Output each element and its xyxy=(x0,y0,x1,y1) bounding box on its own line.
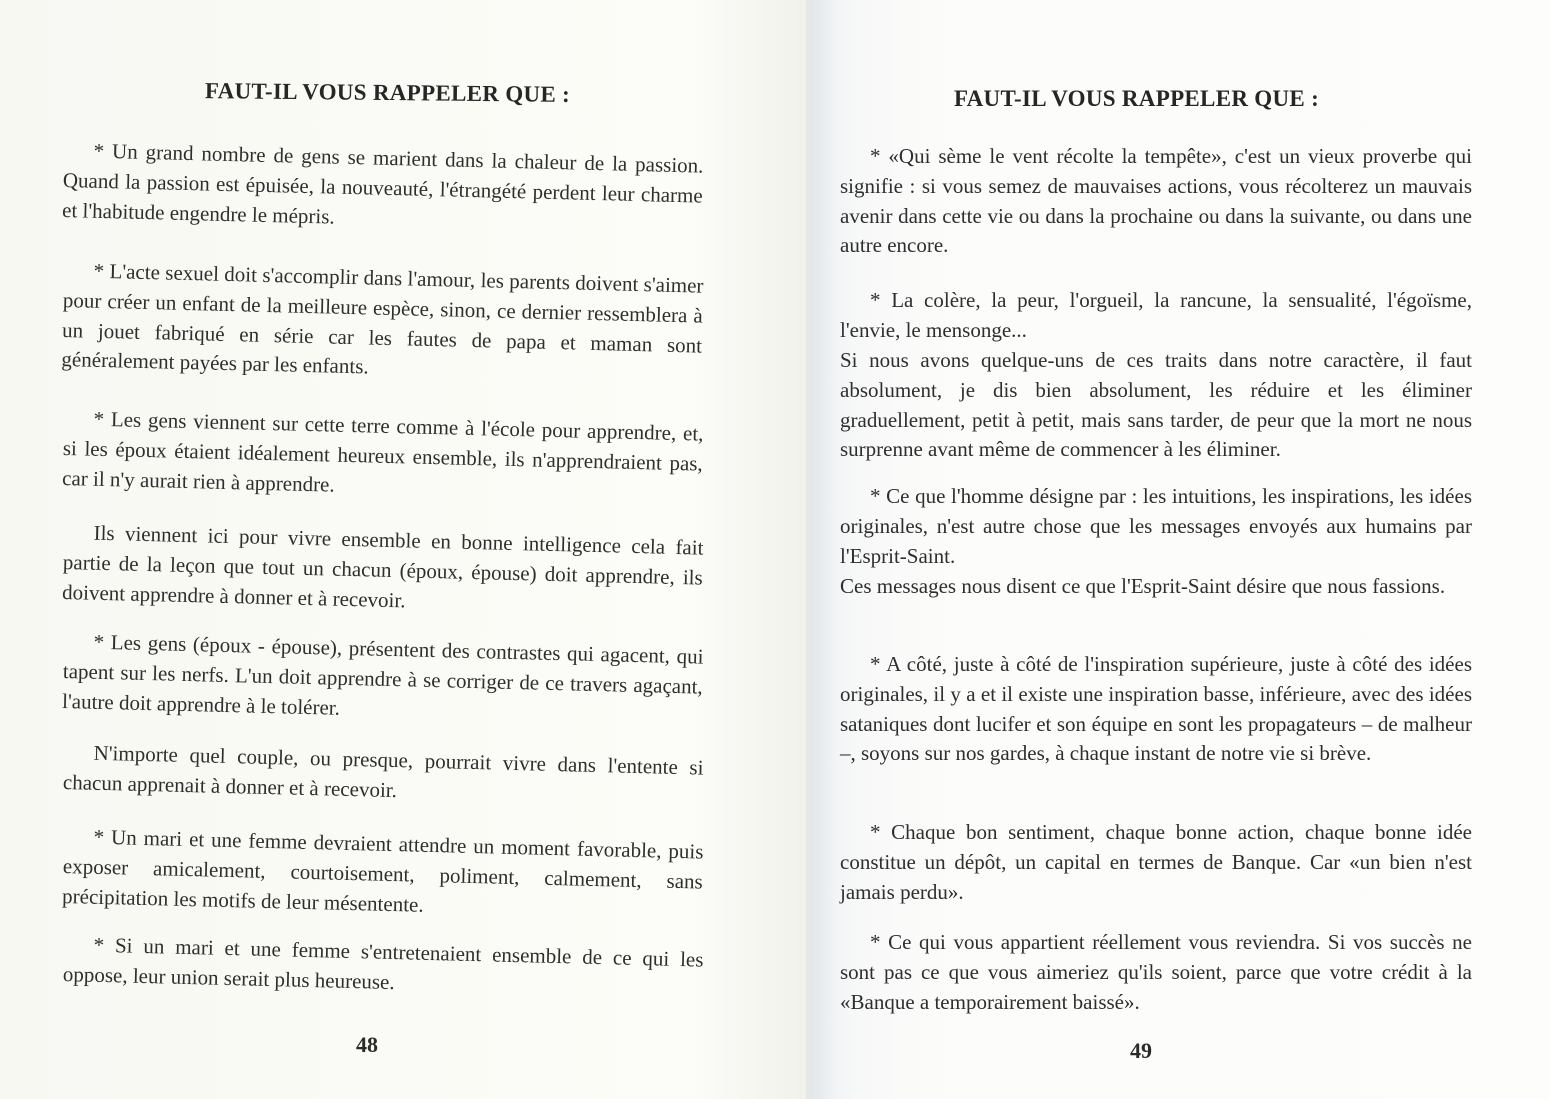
left-page-heading: FAUT-IL VOUS RAPPELER QUE : xyxy=(204,78,571,107)
right-paragraph-5: Ces messages nous disent ce que l'Esprit-Saint désire que nous fassions. xyxy=(840,574,1446,598)
left-paragraph-5: * Les gens (époux - épouse), présentent des contrastes qui agacent, qui tapent sur les nerfs. L'un doit apprendre à se corriger de ce travers agaçant, l'autre doit apprendre à le tolérer. xyxy=(61,629,704,720)
left-paragraph-6: N'importe quel couple, ou presque, pourrait vivre dans l'entente si chacun apprenait à donner et à recevoir. xyxy=(62,740,704,802)
right-paragraph-3: Si nous avons quelque-uns de ces traits dans notre caractère, il faut absolument, je dis bien absolument, les réduire et les éliminer graduellement, petit à petit, mais sans tarder, de peur que la mort ne nous surprenne avant même de commencer à les éliminer. xyxy=(840,348,1472,462)
right-page-heading: FAUT-IL VOUS RAPPELER QUE : xyxy=(954,86,1320,111)
right-paragraph-8: * Ce qui vous appartient réellement vous reviendra. Si vos succès ne sont pas ce que vous aimeriez qu'ils soient, parce que votre crédit à la «Banque a temporairement baissé». xyxy=(840,930,1472,1014)
right-paragraph-4: * Ce que l'homme désigne par : les intuitions, les inspirations, les idées originales, n'est autre chose que les messages envoyés aux humains par l'Esprit-Saint. xyxy=(840,484,1472,568)
right-page-number: 49 xyxy=(1130,1038,1152,1063)
right-paragraph-1: * «Qui sème le vent récolte la tempête», c'est un vieux proverbe qui signifie : si vous semez de mauvaises actions, vous récolterez un mauvais avenir dans cette vie ou dans la prochaine ou dans la suivante, ou dans une autre encore. xyxy=(840,144,1472,258)
right-paragraph-6: * A côté, juste à côté de l'inspiration supérieure, juste à côté des idées originales, il y a et il existe une inspiration basse, inférieure, avec des idées sataniques dont lucifer et son équipe en sont les propagateurs – de malheur –, soyons sur nos gardes, à chaque instant de notre vie si brève. xyxy=(840,652,1472,766)
right-paragraph-7: * Chaque bon sentiment, chaque bonne action, chaque bonne idée constitue un dépôt, un capital en termes de Banque. Car «un bien n'est jamais perdu». xyxy=(840,820,1472,904)
left-paragraph-2: * L'acte sexuel doit s'accomplir dans l'amour, les parents doivent s'aimer pour créer un enfant de la meilleure espèce, sinon, ce dernier ressemblera à un jouet fabriqué en série car les fautes de papa et maman sont généralement payées par les enfants. xyxy=(61,258,704,379)
left-paragraph-7: * Un mari et une femme devraient attendre un moment favorable, puis exposer amicalement, courtoisement, poliment, calmement, sans précipitation les motifs de leur mésentente. xyxy=(61,824,704,917)
left-page-number: 48 xyxy=(356,1032,378,1057)
left-paragraph-1: * Un grand nombre de gens se marient dans la chaleur de la passion. Quand la passion est épuisée, la nouveauté, l'étrangété perdent leur charme et l'habitude engendre le mépris. xyxy=(61,138,704,229)
left-paragraph-4: Ils viennent ici pour vivre ensemble en bonne intelligence cela fait partie de la leçon que tout un chacun (époux, épouse) doit apprendre, ils doivent apprendre à donner et à recevoir. xyxy=(61,520,704,612)
right-page xyxy=(810,0,1550,1099)
right-paragraph-2: * La colère, la peur, l'orgueil, la rancune, la sensualité, l'égoïsme, l'envie, le mensonge... xyxy=(840,288,1472,342)
left-paragraph-8: * Si un mari et une femme s'entretenaient ensemble de ce qui les oppose, leur union serait plus heureuse. xyxy=(62,932,704,994)
left-paragraph-3: * Les gens viennent sur cette terre comme à l'école pour apprendre, et, si les époux étaient idéalement heureux ensemble, ils n'apprendraient pas, car il n'y aurait rien à apprendre. xyxy=(61,406,704,497)
